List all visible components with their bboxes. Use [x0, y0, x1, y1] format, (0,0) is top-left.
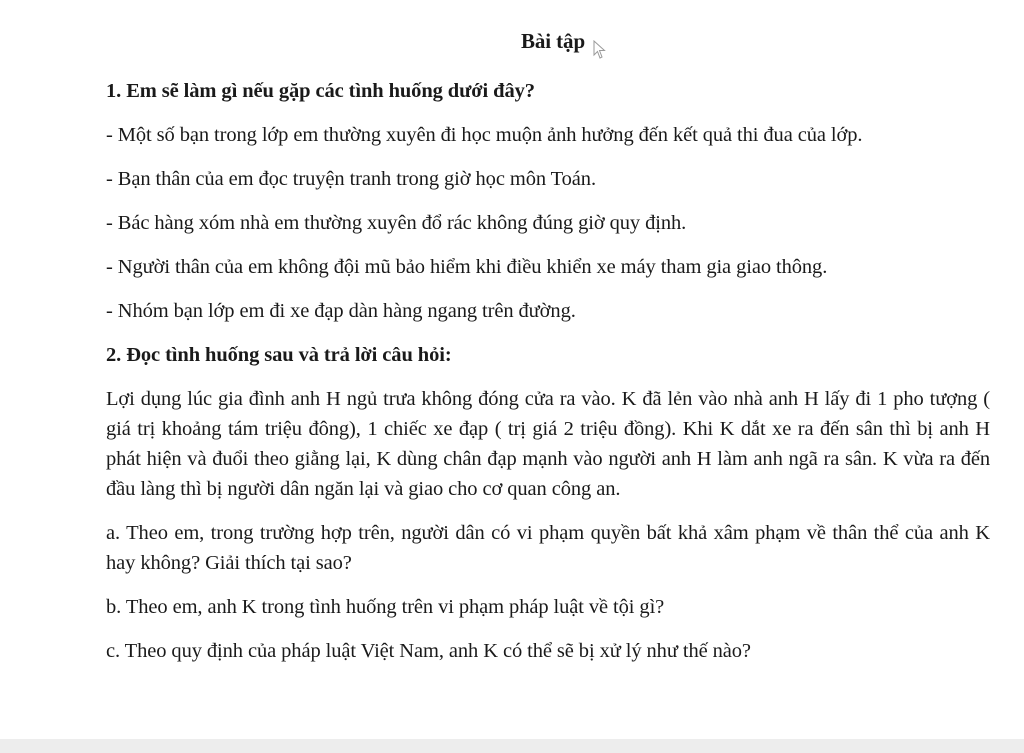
section1-heading: 1. Em sẽ làm gì nếu gặp các tình huống dưới đây?	[106, 80, 535, 102]
question-b: b. Theo em, anh K trong tình huống trên vi phạm pháp luật về tội gì?	[106, 596, 665, 618]
situation-item-1: - Một số bạn trong lớp em thường xuyên đi học muộn ảnh hưởng đến kết quả thi đua của lớp.	[106, 124, 863, 146]
document-title	[106, 26, 990, 56]
scenario-paragraph: Lợi dụng lúc gia đình anh H ngủ trưa không đóng cửa ra vào. K đã lẻn vào nhà anh H lấy đi 1 pho tượng ( giá trị khoảng tám triệu đông), 1 chiếc xe đạp ( trị giá 2 triệu đồng). Khi K dắt xe ra đến sân thì bị anh H phát hiện và đuổi theo giằng lại, K dùng chân đạp mạnh vào người anh H làm anh ngã ra sân. K vừa ra đến đầu làng thì bị người dân ngăn lại và giao cho cơ quan công an.	[106, 388, 990, 500]
question-c: c. Theo quy định của pháp luật Việt Nam, anh K có thể sẽ bị xử lý như thế nào?	[106, 640, 751, 662]
question-a: a. Theo em, trong trường hợp trên, người dân có vi phạm quyền bất khả xâm phạm về thân thể của anh K hay không? Giải thích tại sao?	[106, 522, 990, 574]
mouse-pointer-icon	[593, 40, 607, 60]
situation-item-2: - Bạn thân của em đọc truyện tranh trong giờ học môn Toán.	[106, 168, 596, 190]
section2-heading: 2. Đọc tình huống sau và trả lời câu hỏi:	[106, 344, 452, 366]
document-content	[106, 26, 990, 680]
title-text: Bài tập	[520, 29, 586, 53]
situation-item-5: - Nhóm bạn lớp em đi xe đạp dàn hàng ngang trên đường.	[106, 300, 576, 322]
situation-item-3: - Bác hàng xóm nhà em thường xuyên đổ rác không đúng giờ quy định.	[106, 212, 687, 234]
bottom-scroll-strip	[0, 739, 1024, 753]
situation-item-4: - Người thân của em không đội mũ bảo hiểm khi điều khiển xe máy tham gia giao thông.	[106, 256, 828, 278]
